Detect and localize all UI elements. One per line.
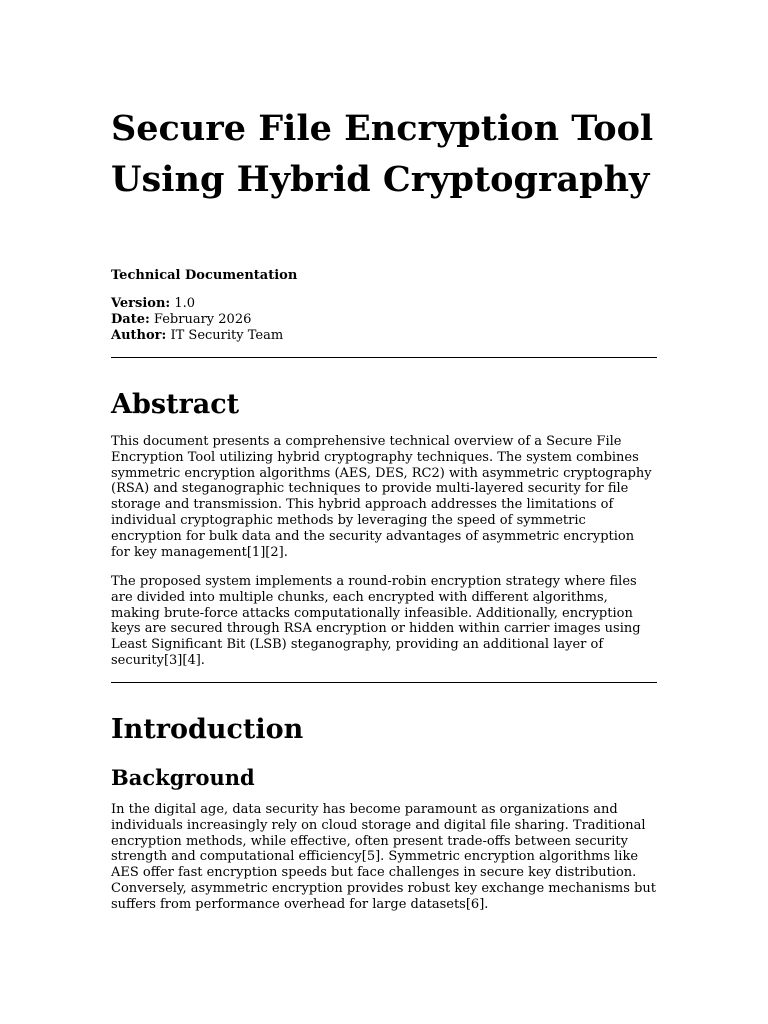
meta-author <box>111 328 283 344</box>
section-divider <box>111 357 657 358</box>
abstract-heading: Abstract <box>111 389 240 420</box>
abstract-paragraph-2: The proposed system implements a round-robin encryption strategy where files are divided into multiple chunks, each encrypted with different algorithms, making brute-force attacks computationally infeasible. Additionally, encryption keys are secured through RSA encryption or hidden within carrier images using Least Significant Bit (LSB) steganography, providing an additional layer of security[3][4]. <box>111 574 641 668</box>
meta-author-label: Author: <box>111 328 167 343</box>
meta-author-value: IT Security Team <box>170 328 284 343</box>
introduction-heading: Introduction <box>111 714 304 745</box>
document-meta <box>111 296 283 344</box>
abstract-paragraph-1: This document presents a comprehensive technical overview of a Secure File Encryption Tool utilizing hybrid cryptography techniques. The system combines symmetric encryption algorithms (AES, DES, RC2) with asymmetric cryptography (RSA) and steganographic techniques to provide multi-layered security for file storage and transmission. This hybrid approach addresses the limitations of individual cryptographic methods by leveraging the speed of symmetric encryption for bulk data and the security advantages of asymmetric encryption for key management[1][2]. <box>111 434 652 560</box>
meta-version-value: 1.0 <box>174 296 196 311</box>
meta-date-value: February 2026 <box>153 312 252 327</box>
document-subtitle: Technical Documentation <box>111 268 298 283</box>
meta-date-label: Date: <box>111 312 150 327</box>
background-heading: Background <box>111 765 255 790</box>
section-divider <box>111 682 657 683</box>
meta-date <box>111 312 283 328</box>
background-paragraph: In the digital age, data security has become paramount as organizations and individuals increasingly rely on cloud storage and digital file sharing. Traditional encryption methods, while effective, often present trade-offs between security strength and computational efficiency[5]. Symmetric encryption algorithms like AES offer fast encryption speeds but face challenges in secure key distribution. Conversely, asymmetric encryption provides robust key exchange mechanisms but suffers from performance overhead for large datasets[6]. <box>111 802 656 912</box>
document-title: Secure File Encryption Tool Using Hybrid Cryptography <box>111 108 654 200</box>
meta-version-label: Version: <box>111 296 171 311</box>
meta-version <box>111 296 283 312</box>
